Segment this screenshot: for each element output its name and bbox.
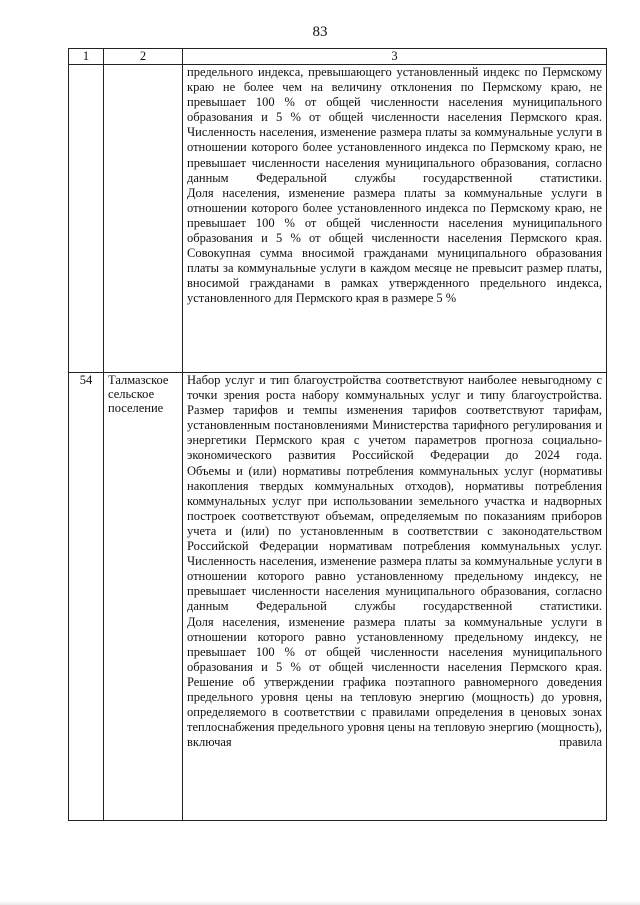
row-number-cell <box>69 65 104 373</box>
document-table <box>68 48 607 821</box>
settlement-cell <box>104 65 183 373</box>
page-number: 83 <box>312 24 328 40</box>
column-header-2: 2 <box>104 49 183 65</box>
condition-paragraph: Численность населения, изменение размера платы за коммунальные услуги в отношении которого более установленного индекса по Пермскому краю, не превышает численности населения муниципального образования, согласно данным Федеральной службы государственной статистики. <box>187 125 602 185</box>
table-header-row <box>69 49 607 65</box>
condition-paragraph: Численность населения, изменение размера платы за коммунальные услуги в отношении которого равно установленному предельному индексу, не превышает численности населения муниципального образования, согласно данным Федеральной службы государственной статистики. <box>187 554 602 614</box>
condition-paragraph: Размер тарифов и темпы изменения тарифов соответствуют тарифам, установленным постановлениями Министерства тарифного регулирования и энергетики Пермского края с учетом параметров прогноза социально-экономического развития Российской Федерации до 2024 года. <box>187 403 602 463</box>
settlement-cell: Талмазское сельское поселение <box>104 373 183 821</box>
condition-paragraph: предельного индекса, превышающего установленный индекс по Пермскому краю не более чем на величину отклонения по Пермскому краю, не превышает 100 % от общей численности населения муниципального образования и 5 % от общей численности населения Пермского края. <box>187 65 602 125</box>
condition-paragraph: Решение об утверждении графика поэтапного равномерного доведения предельного уровня цены на тепловую энергию (мощность) до уровня, определяемого в соответствии с правилами определения в ценовых зонах теплоснабжения предельного уровня цены на тепловую энергию (мощность), включая правила <box>187 674 602 750</box>
table-row <box>69 65 607 373</box>
column-header-3: 3 <box>183 49 607 65</box>
column-header-1: 1 <box>69 49 104 65</box>
row-number-cell: 54 <box>69 373 104 821</box>
condition-paragraph: Набор услуг и тип благоустройства соответствуют наиболее невыгодному с точки зрения роста набору коммунальных услуг и типу благоустройства. <box>187 373 602 403</box>
condition-paragraph: Объемы и (или) нормативы потребления коммунальных услуг (нормативы накопления твердых коммунальных отходов), нормативы потребления коммунальных услуг при использовании земельного участка и надворных построек соответствуют объемам, определяемым по показаниям приборов учета и (или) по установленным в соответствии с законодательством Российской Федерации нормативам потребления коммунальных услуг. <box>187 463 602 554</box>
table-row <box>69 373 607 821</box>
conditions-cell <box>183 65 607 373</box>
page-bottom-edge <box>0 901 640 905</box>
conditions-cell <box>183 373 607 821</box>
condition-paragraph: Доля населения, изменение размера платы за коммунальные услуги в отношении которого равно установленному предельному индексу, не превышает 100 % от общей численности населения муниципального образования и 5 % от общей численности населения Пермского края. <box>187 614 602 674</box>
condition-paragraph: Совокупная сумма вносимой гражданами муниципального образования платы за коммунальные услуги в каждом месяце не превысит размер платы, вносимой гражданами в рамках утвержденного предельного индекса, установленного для Пермского края в размере 5 % <box>187 246 602 306</box>
condition-paragraph: Доля населения, изменение размера платы за коммунальные услуги в отношении которого более установленного индекса по Пермскому краю, не превышает 100 % от общей численности населения муниципального образования и 5 % от общей численности населения Пермского края. <box>187 185 602 246</box>
